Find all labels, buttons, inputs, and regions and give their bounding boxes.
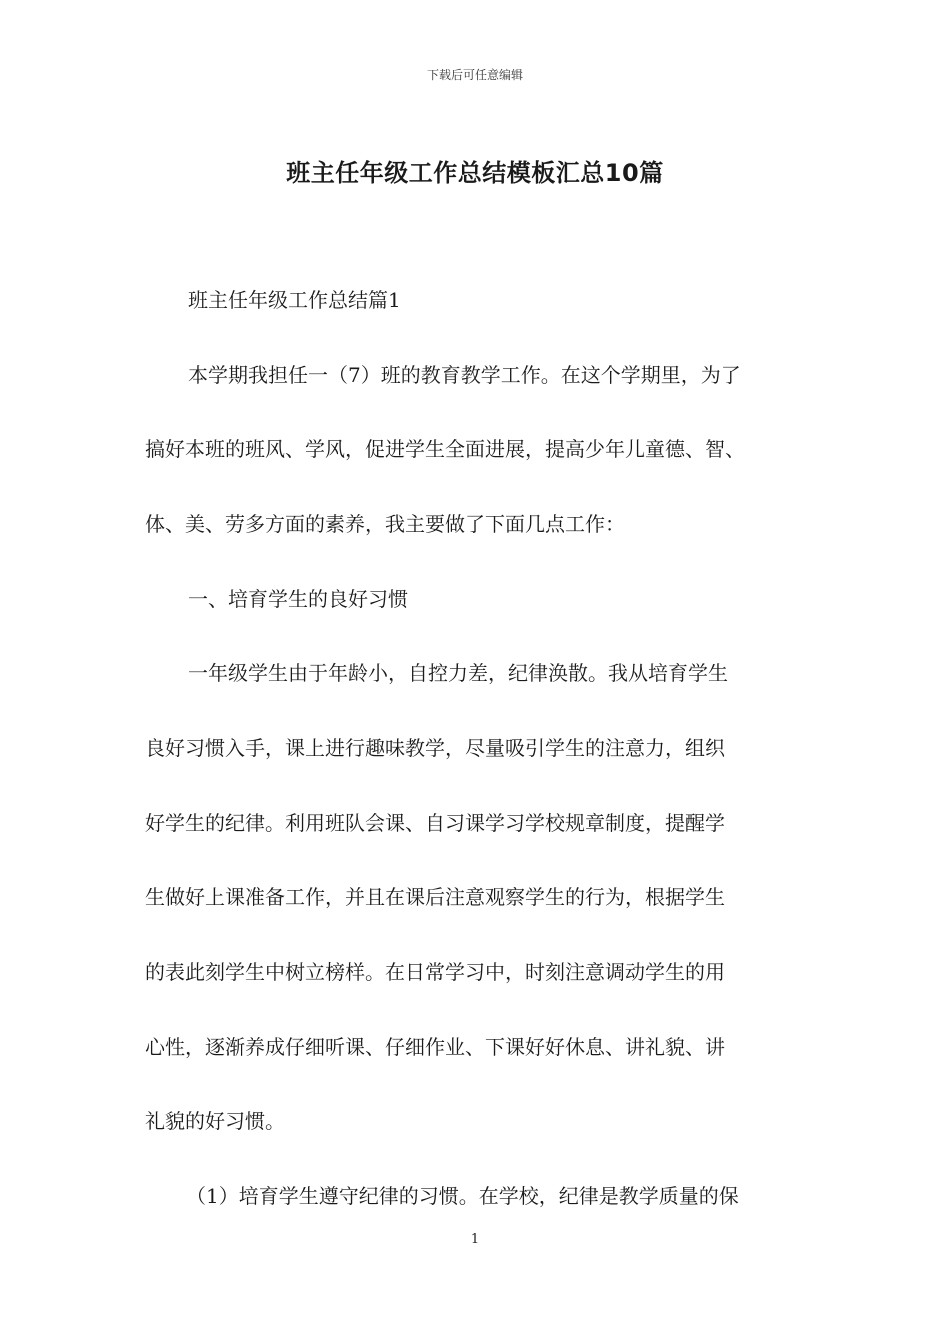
paragraph-line: 好学生的纪律。利用班队会课、自习课学习学校规章制度，提醒学 bbox=[145, 811, 725, 835]
section-heading: 班主任年级工作总结篇1 bbox=[188, 288, 401, 312]
document-title: 班主任年级工作总结模板汇总10篇 bbox=[286, 159, 664, 187]
paragraph-line: 心性，逐渐养成仔细听课、仔细作业、下课好好休息、讲礼貌、讲 bbox=[145, 1035, 725, 1059]
paragraph-line: 的表此刻学生中树立榜样。在日常学习中，时刻注意调动学生的用 bbox=[145, 960, 725, 984]
paragraph-line: 礼貌的好习惯。 bbox=[145, 1109, 285, 1133]
subheading-line: 一、培育学生的良好习惯 bbox=[188, 587, 408, 611]
paragraph-line: 体、美、劳多方面的素养，我主要做了下面几点工作： bbox=[145, 512, 625, 536]
paragraph-line: 生做好上课准备工作，并且在课后注意观察学生的行为，根据学生 bbox=[145, 885, 725, 909]
page-number: 1 bbox=[470, 1232, 480, 1247]
header-note: 下载后可任意编辑 bbox=[426, 68, 523, 82]
paragraph-line: 本学期我担任一（7）班的教育教学工作。在这个学期里，为了 bbox=[188, 363, 741, 387]
paragraph-line: 一年级学生由于年龄小，自控力差，纪律涣散。我从培育学生 bbox=[188, 661, 728, 685]
paragraph-line: 搞好本班的班风、学风，促进学生全面进展，提高少年儿童德、智、 bbox=[145, 437, 745, 461]
paragraph-line: 良好习惯入手，课上进行趣味教学，尽量吸引学生的注意力，组织 bbox=[145, 736, 725, 760]
paragraph-line: （1）培育学生遵守纪律的习惯。在学校，纪律是教学质量的保 bbox=[186, 1184, 739, 1208]
